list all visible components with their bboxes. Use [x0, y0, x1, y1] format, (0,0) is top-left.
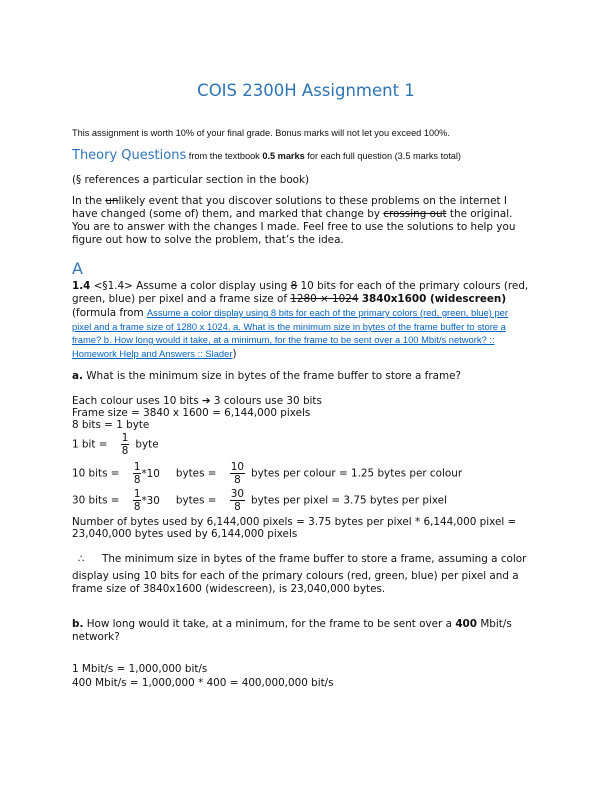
text: How long would it take, at a minimum, for the frame to be sent over a: [83, 618, 456, 630]
section-note: (§ references a particular section in the book): [72, 174, 310, 186]
answer-line: display using 10 bits for each of the primary colours (red, green, blue) per pixel and a: [72, 570, 519, 582]
para-line: figure out how to solve the problem, that’s the idea.: [72, 234, 344, 246]
text: Mbit/s: [477, 618, 512, 630]
bold-text: 3840x1600 (widescreen): [361, 293, 507, 305]
work-line: [72, 461, 462, 486]
question-line: [72, 293, 506, 306]
question-b-line: network?: [72, 631, 120, 643]
text: the original.: [446, 208, 513, 220]
work-b-line: 1 Mbit/s = 1,000,000 bit/s: [72, 663, 208, 675]
text: What is the minimum size in bytes of the frame buffer to store a frame?: [82, 370, 462, 382]
text: have changed (some of) them, and marked that change by: [72, 208, 384, 220]
text: bytes per pixel = 3.75 bytes per pixel: [251, 494, 447, 507]
numerator: 10: [230, 461, 245, 473]
numerator: 1: [133, 488, 141, 500]
work-line: Each colour uses 10 bits ➔ 3 colours use 30 bits: [72, 395, 322, 407]
question-line: [72, 306, 508, 320]
denominator: 8: [234, 474, 241, 486]
numerator: 1: [133, 461, 141, 473]
theory-heading: Theory Questions: [72, 148, 187, 163]
bold-text: 400: [455, 618, 478, 630]
text: (formula from: [72, 307, 147, 319]
link-line: [72, 320, 506, 334]
text: 30 bits =: [72, 494, 123, 507]
work-line: 23,040,000 bytes used by 6,144,000 pixels: [72, 528, 298, 540]
text: *10: [141, 467, 160, 480]
struck-text: 8: [290, 280, 298, 292]
label: b.: [72, 618, 84, 630]
answer-line: frame size of 3840x1600 (widescreen), is 23,040,000 bytes.: [72, 583, 386, 595]
label: a.: [72, 370, 83, 382]
text: ): [232, 348, 237, 360]
work-line: Number of bytes used by 6,144,000 pixels = 3.75 bytes per pixel * 6,144,000 pixel =: [72, 516, 517, 528]
text: <§1.4> Assume a color display using: [90, 280, 291, 292]
para-line: You are to answer with the changes I made. Feel free to use the solutions to help you: [72, 221, 516, 233]
answer-line: The minimum size in bytes of the frame buffer to store a frame, assuming a color: [102, 553, 527, 565]
denominator: 8: [133, 474, 141, 486]
question-line: [72, 280, 528, 293]
fraction: [230, 488, 245, 513]
struck-text: 1280 × 1024: [290, 293, 359, 305]
text: byte: [135, 438, 159, 451]
text: bytes =: [175, 494, 220, 507]
numerator: 30: [230, 488, 245, 500]
struck-text: un: [105, 195, 119, 207]
work-line: [72, 432, 159, 457]
question-b: [72, 618, 512, 631]
slader-link[interactable]: pixel and a frame size of 1280 x 1024. a. What is the minimum size in bytes of the frame buffer to store a: [72, 321, 506, 332]
work-b-line: 400 Mbit/s = 1,000,000 * 400 = 400,000,000 bit/s: [72, 677, 334, 689]
text: *30: [141, 494, 160, 507]
intro-text: This assignment is worth 10% of your final grade. Bonus marks will not let you exceed 100%.: [72, 128, 450, 138]
question-a: [72, 370, 461, 383]
question-number: 1.4: [72, 280, 91, 292]
theory-marks: 0.5 marks: [262, 151, 305, 161]
theory-heading-line: [72, 149, 461, 163]
section-a-heading: A: [72, 259, 83, 278]
work-line: 8 bits = 1 byte: [72, 419, 150, 431]
denominator: 8: [234, 501, 241, 513]
slader-link[interactable]: Assume a color display using 8 bits for each of the primary colors (red, green, blue) per: [146, 307, 509, 318]
text: bytes =: [175, 467, 220, 480]
therefore-symbol: ∴: [78, 553, 85, 565]
link-line: [72, 347, 237, 361]
text: 1 bit =: [72, 438, 111, 451]
text: likely event that you discover solutions to these problems on the internet I: [118, 195, 507, 207]
slader-link[interactable]: Homework Help and Answers :: Slader: [72, 348, 233, 359]
document-title: COIS 2300H Assignment 1: [197, 81, 415, 100]
text: green, blue) per pixel and a frame size of: [72, 293, 291, 305]
fraction: [121, 432, 130, 457]
para-line: [72, 195, 507, 208]
work-line: Frame size = 3840 x 1600 = 6,144,000 pixels: [72, 407, 311, 419]
para-line: [72, 208, 512, 221]
numerator: 1: [121, 432, 129, 444]
fraction: [230, 461, 245, 486]
text: In the: [72, 195, 106, 207]
denominator: 8: [121, 445, 129, 457]
link-line: [72, 333, 495, 347]
theory-post: for each full question (3.5 marks total): [304, 151, 461, 161]
theory-pre: from the textbook: [186, 151, 263, 161]
text: bytes per colour = 1.25 bytes per colour: [251, 467, 463, 480]
slader-link[interactable]: frame? b. How long would it take, at a minimum, for the frame to be sent over a 100 Mbit/s network? ::: [72, 334, 495, 345]
text: 10 bits for each of the primary colours (red,: [297, 280, 529, 292]
struck-text: crossing out: [383, 208, 447, 220]
denominator: 8: [133, 501, 141, 513]
text: 10 bits =: [72, 467, 123, 480]
work-line: [72, 488, 447, 513]
